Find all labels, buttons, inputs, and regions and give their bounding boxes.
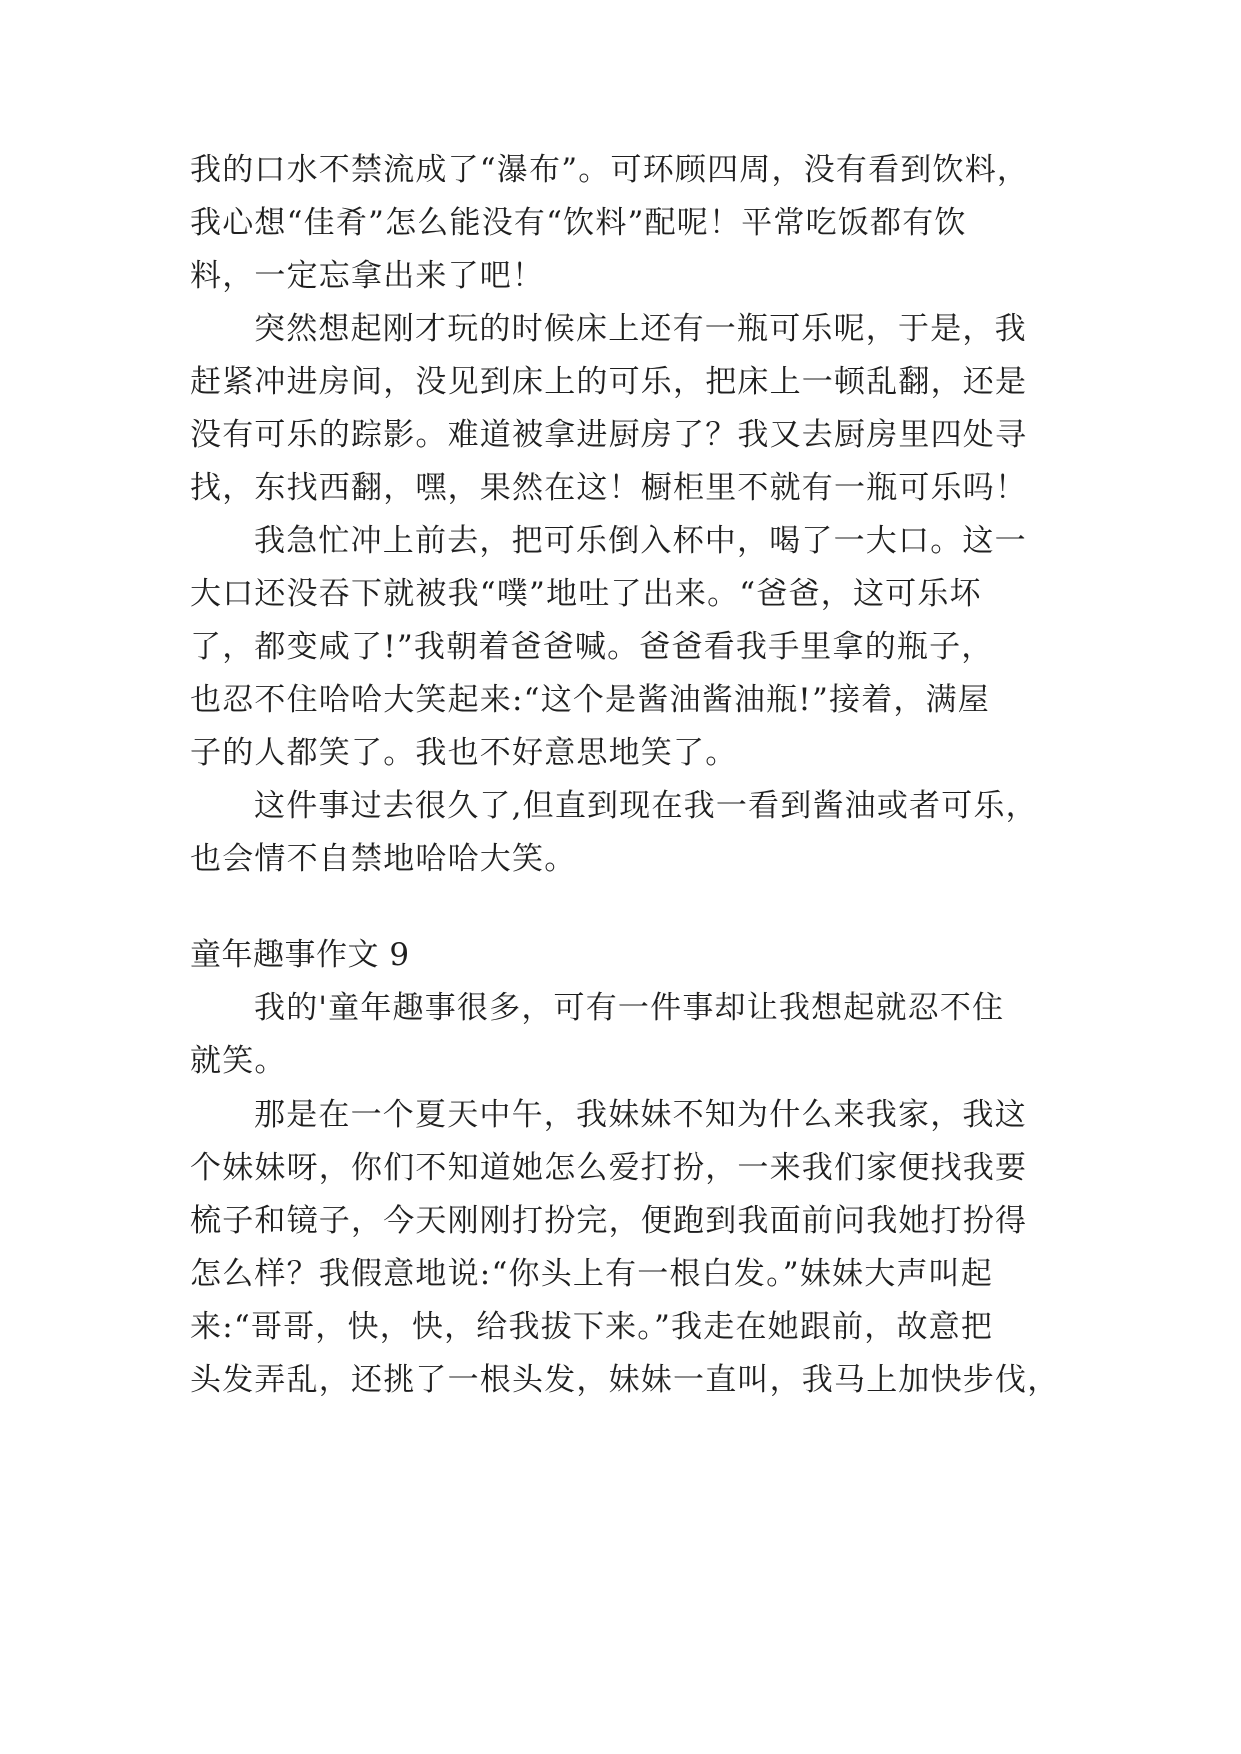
section-title: 童年趣事作文 9 — [190, 937, 410, 973]
paragraph-line: 料，一定忘拿出来了吧！ — [190, 258, 545, 294]
paragraph-line: 突然想起刚才玩的时候床上还有一瓶可乐呢，于是，我 — [254, 311, 1027, 347]
document-page — [190, 0, 1070, 1754]
paragraph-line: 就笑。 — [190, 1043, 287, 1079]
paragraph-line: 头发弄乱，还挑了一根头发，妹妹一直叫，我马上加快步伐， — [190, 1362, 1060, 1398]
paragraph-line: 个妹妹呀，你们不知道她怎么爱打扮，一来我们家便找我要 — [190, 1150, 1028, 1186]
paragraph-line: 找，东找西翻，嘿，果然在这！橱柜里不就有一瓶可乐吗！ — [190, 470, 1028, 506]
paragraph-line: 赶紧冲进房间，没见到床上的可乐，把床上一顿乱翻，还是 — [190, 364, 1028, 400]
paragraph-line: 子的人都笑了。我也不好意思地笑了。 — [190, 735, 738, 771]
paragraph-line: 来:“哥哥，快，快，给我拔下来。”我走在她跟前，故意把 — [190, 1309, 994, 1345]
paragraph-line: 我的口水不禁流成了“瀑布”。可环顾四周，没有看到饮料， — [190, 152, 1030, 188]
paragraph-line: 这件事过去很久了,但直到现在我一看到酱油或者可乐， — [254, 788, 1038, 824]
paragraph-line: 我心想“佳肴”怎么能没有“饮料”配呢！平常吃饭都有饮 — [190, 205, 967, 241]
paragraph-line: 大口还没吞下就被我“噗”地吐了出来。“爸爸，这可乐坏 — [190, 576, 982, 612]
paragraph-line: 了，都变咸了!”我朝着爸爸喊。爸爸看我手里拿的瓶子， — [190, 629, 994, 665]
paragraph-line: 我的'童年趣事很多，可有一件事却让我想起就忍不住 — [254, 990, 1005, 1026]
paragraph-line: 也会情不自禁地哈哈大笑。 — [190, 841, 577, 877]
paragraph-line: 梳子和镜子，今天刚刚打扮完，便跑到我面前问我她打扮得 — [190, 1203, 1028, 1239]
paragraph-line: 没有可乐的踪影。难道被拿进厨房了？我又去厨房里四处寻 — [190, 417, 1028, 453]
paragraph-line: 那是在一个夏天中午，我妹妹不知为什么来我家，我这 — [254, 1097, 1027, 1133]
paragraph-line: 怎么样？我假意地说:“你头上有一根白发。”妹妹大声叫起 — [190, 1256, 994, 1292]
paragraph-line: 也忍不住哈哈大笑起来:“这个是酱油酱油瓶!”接着，满屋 — [190, 682, 990, 718]
paragraph-line: 我急忙冲上前去，把可乐倒入杯中，喝了一大口。这一 — [254, 523, 1027, 559]
